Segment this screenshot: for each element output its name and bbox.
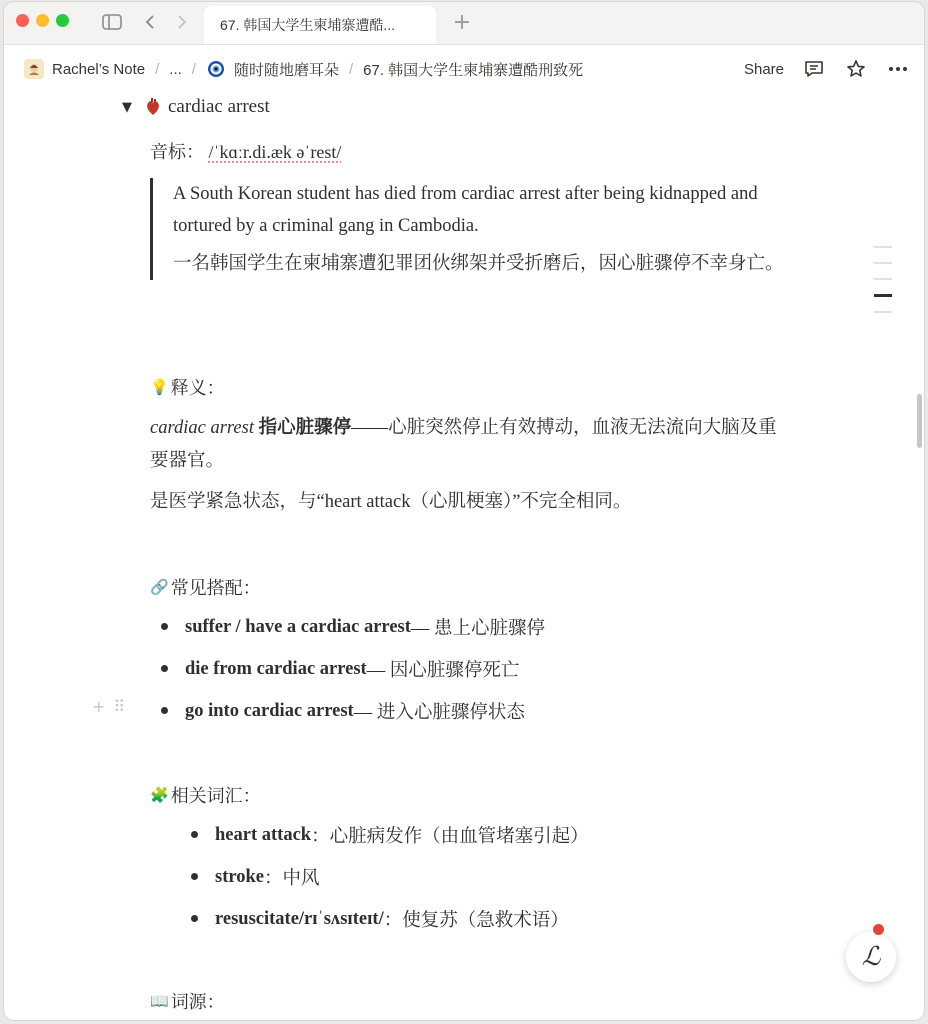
related-word: stroke (215, 866, 264, 887)
title-bar (4, 2, 924, 45)
breadcrumb-separator: / (155, 60, 160, 78)
add-block-icon[interactable]: + (92, 697, 106, 716)
bullet-icon (161, 665, 168, 672)
toggle-block[interactable] (122, 96, 270, 118)
share-button[interactable]: Share (743, 60, 784, 78)
breadcrumb-parent[interactable] (206, 59, 339, 80)
bullet-icon (191, 831, 198, 838)
bullet-icon (191, 873, 198, 880)
collocation-phrase: go into cardiac arrest (185, 700, 354, 721)
breadcrumb-current[interactable]: 67. 韩国大学生柬埔寨遭酷刑致死 (363, 61, 584, 79)
scrollbar-thumb[interactable] (917, 394, 922, 448)
toc-line[interactable] (874, 262, 892, 264)
puzzle-piece-icon: 🧩 (150, 786, 169, 804)
related-meaning: ：使复苏（急救术语） (383, 911, 569, 931)
related-heading (150, 782, 261, 808)
toc-line[interactable] (874, 246, 892, 248)
page-content (4, 94, 924, 1020)
etymology-title: 词源： (170, 992, 225, 1012)
phonetic-label: 音标： (150, 142, 204, 162)
toc-line-active[interactable] (874, 294, 892, 297)
breadcrumb-separator: / (191, 60, 196, 78)
star-icon[interactable] (844, 57, 868, 81)
breadcrumb-ellipsis[interactable]: ... (169, 60, 182, 78)
light-bulb-icon: 💡 (150, 378, 169, 396)
toc-line[interactable] (874, 311, 892, 313)
collocations-list (185, 606, 545, 732)
phonetic-line (150, 138, 341, 164)
drag-handle-icon[interactable]: ⠿ (113, 697, 126, 716)
list-item (185, 690, 545, 732)
definition-paragraph (150, 412, 790, 478)
bullet-icon (161, 623, 168, 630)
related-list (215, 814, 589, 940)
collocations-title: 常见搭配： (170, 578, 261, 598)
tab-title: 67. 韩国大学生柬埔寨遭酷... (220, 17, 396, 33)
page-header (4, 45, 924, 93)
definition-title: 释义： (170, 378, 225, 398)
list-item (215, 814, 589, 856)
related-meaning: ：心脏病发作（由血管堵塞引起） (311, 827, 589, 847)
assistant-icon: ℒ (861, 942, 881, 972)
list-item (215, 898, 589, 940)
collocation-meaning: — 患上心脏骤停 (410, 619, 546, 639)
example-quote (150, 178, 790, 280)
forward-arrow-icon[interactable] (170, 10, 194, 34)
collocation-phrase: die from cardiac arrest (185, 658, 367, 679)
tab-current[interactable] (204, 6, 436, 44)
table-of-contents-minimap[interactable] (874, 246, 894, 327)
toggle-title: cardiac arrest (168, 96, 270, 117)
zoom-window-button[interactable] (56, 14, 69, 27)
header-actions (744, 57, 910, 81)
breadcrumb-parent-label: 随时随地磨耳朵 (233, 61, 339, 79)
definition-note: 是医学紧急状态，与“heart attack（心肌梗塞）”不完全相同。 (150, 492, 632, 512)
more-icon[interactable] (886, 57, 910, 81)
toc-line[interactable] (874, 278, 892, 280)
sidebar-toggle-icon[interactable] (100, 10, 124, 34)
list-item (215, 856, 589, 898)
quote-chinese: 一名韩国学生在柬埔寨遭犯罪团伙绑架并受折磨后，因心脏骤停不幸身亡。 (173, 254, 784, 274)
open-book-icon: 📖 (150, 992, 169, 1010)
collocations-heading (150, 574, 261, 600)
block-hover-handle[interactable] (92, 697, 125, 716)
related-title: 相关词汇： (170, 786, 261, 806)
bullet-icon (161, 707, 168, 714)
comment-icon[interactable] (802, 57, 826, 81)
workspace-avatar-icon (24, 59, 44, 79)
apple-icon (873, 924, 884, 935)
related-word: resuscitate/rɪˈsʌsɪteɪt/ (215, 908, 384, 929)
definition-bold: 指心脏骤停 (258, 418, 352, 438)
quote-english: A South Korean student has died from cardiac arrest after being kidnapped and tortured by a criminal gang in Cambodia. (173, 184, 758, 236)
definition-text: ——心脏突然停止有效搏动，血液无法流向大脑及重要器官。 (150, 418, 777, 471)
etymology-heading (150, 988, 225, 1014)
link-icon: 🔗 (150, 578, 169, 596)
collocation-meaning: — 因心脏骤停死亡 (366, 661, 520, 681)
close-window-button[interactable] (16, 14, 29, 27)
related-word: heart attack (215, 824, 312, 845)
collocation-meaning: — 进入心脏骤停状态 (353, 703, 525, 723)
evil-eye-icon (206, 59, 226, 79)
help-assistant-button[interactable] (846, 932, 896, 982)
bullet-icon (191, 915, 198, 922)
minimize-window-button[interactable] (36, 14, 49, 27)
phonetic-value: /ˈkɑːr.di.æk əˈrest/ (208, 142, 342, 162)
breadcrumb-workspace[interactable] (24, 59, 145, 79)
related-meaning: ：中风 (264, 869, 320, 889)
back-arrow-icon[interactable] (138, 10, 162, 34)
definition-heading (150, 374, 225, 400)
breadcrumb-separator: / (348, 60, 354, 78)
list-item (185, 606, 545, 648)
definition-term: cardiac arrest (150, 418, 254, 438)
anatomical-heart-icon (146, 98, 160, 116)
breadcrumb-workspace-label: Rachel’s Note (52, 60, 146, 78)
toggle-arrow-icon[interactable]: ▼ (122, 99, 132, 115)
list-item (185, 648, 545, 690)
collocation-phrase: suffer / have a cardiac arrest (185, 616, 411, 637)
new-tab-button[interactable]: + (452, 9, 472, 35)
app-window (4, 2, 924, 1020)
